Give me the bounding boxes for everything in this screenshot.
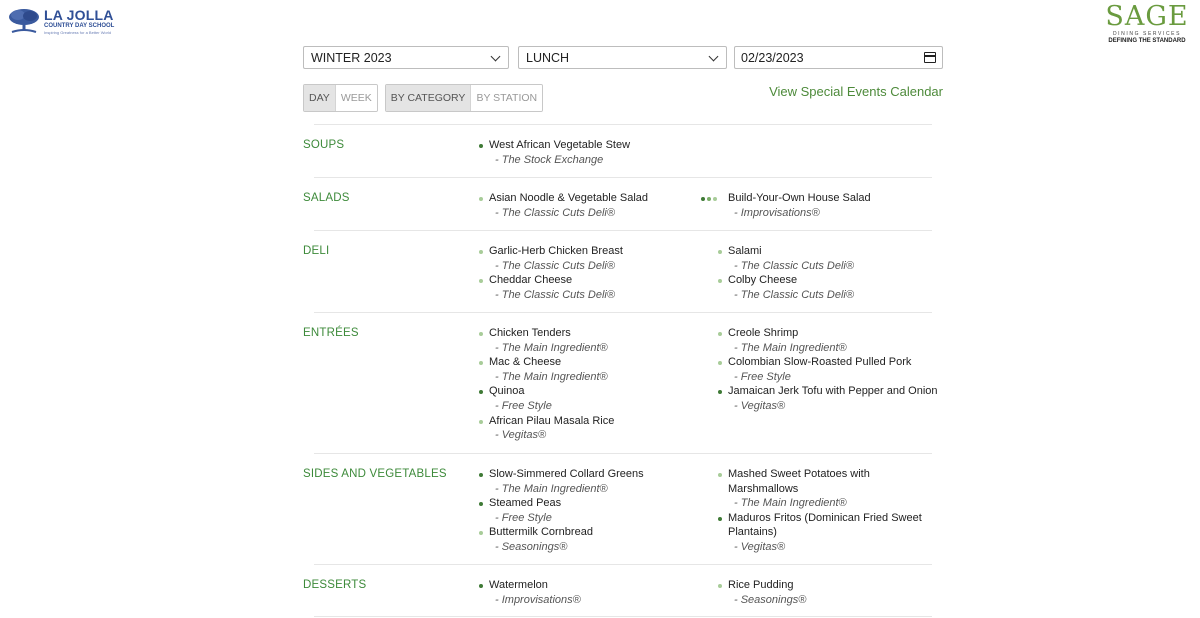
tree-icon [8, 7, 40, 35]
season-select[interactable] [303, 46, 509, 69]
dietary-dot-icon [718, 517, 722, 521]
right-column [718, 191, 943, 220]
menu-item-name[interactable]: Colombian Slow-Roasted Pulled Pork [728, 356, 912, 369]
menu-item-name[interactable]: Cheddar Cheese [489, 274, 573, 287]
menu-category-row [303, 453, 932, 564]
menu-item[interactable] [479, 384, 704, 413]
menu-category-row [303, 177, 932, 230]
calendar-icon[interactable] [924, 52, 936, 63]
menu-item-station: - The Main Ingredient® [495, 370, 608, 383]
menu-item-station: - Vegitas® [734, 540, 786, 553]
menu-item-name[interactable]: Mashed Sweet Potatoes with Marshmallows [728, 468, 870, 495]
menu-item-station: - The Main Ingredient® [734, 497, 847, 510]
menu-item[interactable] [479, 273, 704, 302]
menu-item[interactable] [718, 384, 943, 413]
menu-item[interactable] [479, 355, 704, 384]
chevron-down-icon [491, 53, 501, 63]
menu-item-name[interactable]: Maduros Fritos (Dominican Fried Sweet Plantains) [728, 511, 922, 539]
menu-list [303, 124, 943, 617]
menu-item[interactable] [718, 578, 943, 607]
right-column [718, 244, 943, 302]
menu-category-row [303, 564, 932, 617]
menu-item[interactable] [718, 355, 943, 384]
menu-item[interactable] [479, 138, 704, 167]
date-value: 02/23/2023 [741, 50, 804, 65]
date-input[interactable] [734, 46, 943, 69]
dietary-dot-icon [479, 332, 483, 336]
menu-item[interactable] [718, 244, 943, 273]
menu-item-station: - The Classic Cuts Deli® [495, 206, 615, 219]
dietary-dot-icon [479, 250, 483, 254]
menu-item-station: - The Classic Cuts Deli® [734, 288, 854, 301]
menu-item-station: - Free Style [495, 399, 552, 412]
menu-item-station: - Improvisations® [734, 206, 820, 219]
season-value: WINTER 2023 [311, 50, 392, 65]
menu-category-row [303, 124, 932, 177]
menu-item-name[interactable]: Jamaican Jerk Tofu with Pepper and Onion [728, 385, 938, 398]
dietary-dot-icon [718, 250, 722, 254]
dietary-dot-icon [479, 420, 483, 424]
menu-item-name[interactable]: Steamed Peas [489, 497, 562, 510]
menu-item-name[interactable]: Slow-Simmered Collard Greens [489, 468, 644, 480]
menu-item-name[interactable]: Buttermilk Cornbread [489, 526, 593, 539]
period-toggle [303, 84, 378, 112]
menu-item[interactable] [718, 191, 943, 220]
category-label: DESSERTS [303, 579, 367, 591]
menu-item[interactable] [718, 273, 943, 302]
menu-item-station: - The Main Ingredient® [495, 341, 608, 354]
menu-item[interactable] [479, 467, 704, 496]
dietary-dot-icon [479, 473, 483, 477]
meal-select[interactable] [518, 46, 727, 69]
right-column [718, 467, 943, 555]
menu-item[interactable] [718, 511, 943, 555]
menu-item-name[interactable]: Build-Your-Own House Salad [728, 192, 871, 204]
special-events-link[interactable]: View Special Events Calendar [769, 84, 943, 99]
menu-item-name[interactable]: West African Vegetable Stew [489, 139, 631, 151]
category-label: ENTRÉES [303, 327, 359, 339]
menu-item-station: - The Main Ingredient® [495, 482, 608, 495]
sage-logo[interactable] [1102, 1, 1192, 44]
menu-item-station: - The Classic Cuts Deli® [495, 288, 615, 301]
left-column [479, 467, 704, 555]
school-name: LA JOLLA [44, 6, 114, 23]
menu-item[interactable] [479, 244, 704, 273]
dietary-dot-icon [479, 144, 483, 148]
left-column [479, 326, 704, 443]
category-label: SIDES AND VEGETABLES [303, 468, 447, 480]
menu-item-name[interactable]: Salami [728, 245, 762, 257]
menu-item-station: - The Classic Cuts Deli® [734, 259, 854, 272]
menu-item[interactable] [479, 326, 704, 355]
left-column [479, 578, 704, 607]
menu-item-station: - Vegitas® [734, 399, 786, 412]
menu-item-name[interactable]: Creole Shrimp [728, 327, 799, 339]
dietary-dot-icon [718, 473, 722, 477]
category-label: SOUPS [303, 139, 345, 151]
category-label: DELI [303, 245, 330, 257]
sage-subtitle: DINING SERVICES [1112, 31, 1182, 37]
sort-toggle [385, 84, 543, 112]
menu-item-station: - Seasonings® [495, 540, 568, 553]
menu-item[interactable] [479, 525, 704, 554]
by-category-button[interactable]: BY CATEGORY [386, 85, 471, 111]
menu-item-name[interactable]: Asian Noodle & Vegetable Salad [489, 192, 649, 204]
menu-selectors [303, 46, 943, 69]
menu-item-station: - Seasonings® [734, 593, 807, 606]
day-button[interactable]: DAY [304, 85, 335, 111]
menu-item-name[interactable]: Watermelon [489, 579, 548, 591]
menu-item-station: - The Main Ingredient® [734, 341, 847, 354]
menu-item-station: - Free Style [495, 511, 552, 524]
view-toggles [303, 84, 543, 112]
week-button[interactable]: WEEK [335, 85, 377, 111]
menu-item-station: - Vegitas® [495, 429, 547, 442]
menu-item-station: - Free Style [734, 370, 791, 383]
school-subname: COUNTRY DAY SCHOOL [44, 22, 115, 29]
menu-item[interactable] [718, 326, 943, 355]
right-column [718, 326, 943, 414]
school-logo[interactable] [8, 7, 114, 35]
dietary-dot-icon [479, 584, 483, 588]
chevron-down-icon [709, 53, 719, 63]
left-column [479, 138, 704, 167]
dietary-dot-icon [718, 584, 722, 588]
dietary-dot-icon [479, 197, 483, 201]
dietary-dot-icon [718, 332, 722, 336]
meal-value: LUNCH [526, 50, 570, 65]
menu-item-name[interactable]: Colby Cheese [728, 274, 798, 287]
by-station-button[interactable]: BY STATION [470, 85, 542, 111]
menu-item[interactable] [718, 467, 943, 511]
sage-wordmark: SAGE [1105, 1, 1189, 32]
menu-item-station: - The Classic Cuts Deli® [495, 259, 615, 272]
menu-category-row [303, 312, 938, 453]
menu-item[interactable] [479, 191, 704, 220]
right-column [718, 578, 943, 607]
menu-item[interactable] [479, 578, 704, 607]
menu-item[interactable] [479, 414, 704, 443]
menu-item[interactable] [479, 496, 704, 525]
menu-item-name[interactable]: Chicken Tenders [489, 327, 571, 339]
left-column [479, 244, 704, 302]
category-label: SALADS [303, 192, 350, 204]
menu-item-name[interactable]: Mac & Cheese [489, 356, 562, 369]
menu-category-row [303, 230, 932, 312]
menu-item-name[interactable]: African Pilau Masala Rice [489, 414, 615, 427]
sage-slogan: DEFINING THE STANDARD [1108, 38, 1186, 44]
dietary-dots-icon [701, 197, 719, 201]
menu-item-name[interactable]: Garlic-Herb Chicken Breast [489, 245, 623, 257]
menu-item-name[interactable]: Quinoa [489, 385, 525, 398]
left-column [479, 191, 704, 220]
menu-item-name[interactable]: Rice Pudding [728, 579, 794, 591]
menu-item-station: - Improvisations® [495, 593, 581, 606]
menu-item-station: - The Stock Exchange [495, 153, 604, 166]
school-tagline: Inspiring Greatness for a Better World [44, 29, 112, 35]
